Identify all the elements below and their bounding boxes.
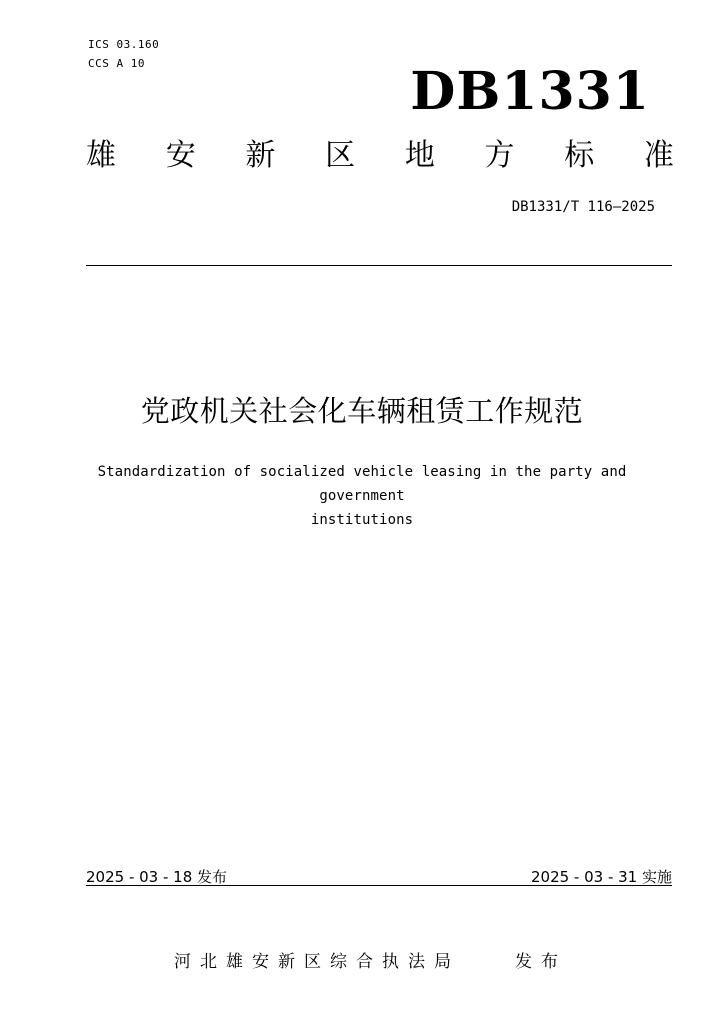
ccs-code: CCS A 10 bbox=[88, 57, 145, 70]
english-title-line: institutions bbox=[310, 512, 414, 528]
db-logo: DB1331 bbox=[410, 61, 650, 122]
english-title-line: Standardization of socialized vehicle leasing in the party and government bbox=[97, 464, 627, 504]
standard-type-char: 方 bbox=[484, 138, 515, 173]
document-title-chinese: 党政机关社会化车辆租赁工作规范 bbox=[140, 394, 584, 428]
implementation-date: 2025 - 03 - 31 实施 bbox=[530, 868, 672, 886]
standard-type-char: 准 bbox=[643, 138, 674, 173]
standard-type-char: 地 bbox=[404, 138, 435, 173]
document-title-english bbox=[52, 460, 672, 532]
standard-type-char: 区 bbox=[325, 138, 356, 173]
footer-divider bbox=[86, 885, 672, 886]
standard-number: DB1331/T 116—2025 bbox=[511, 199, 655, 215]
issue-date: 2025 - 03 - 18 发布 bbox=[86, 868, 228, 886]
standard-type-char: 安 bbox=[165, 138, 196, 173]
publisher-name: 河北雄安新区综合执法局 bbox=[174, 952, 460, 972]
standard-type-char: 雄 bbox=[86, 138, 116, 173]
standard-type-char: 新 bbox=[245, 138, 276, 173]
header-divider bbox=[86, 265, 672, 266]
standard-type-char: 标 bbox=[564, 138, 595, 173]
ics-code: ICS 03.160 bbox=[88, 38, 160, 51]
standard-type-heading bbox=[86, 136, 674, 176]
publish-label: 发布 bbox=[515, 952, 567, 972]
